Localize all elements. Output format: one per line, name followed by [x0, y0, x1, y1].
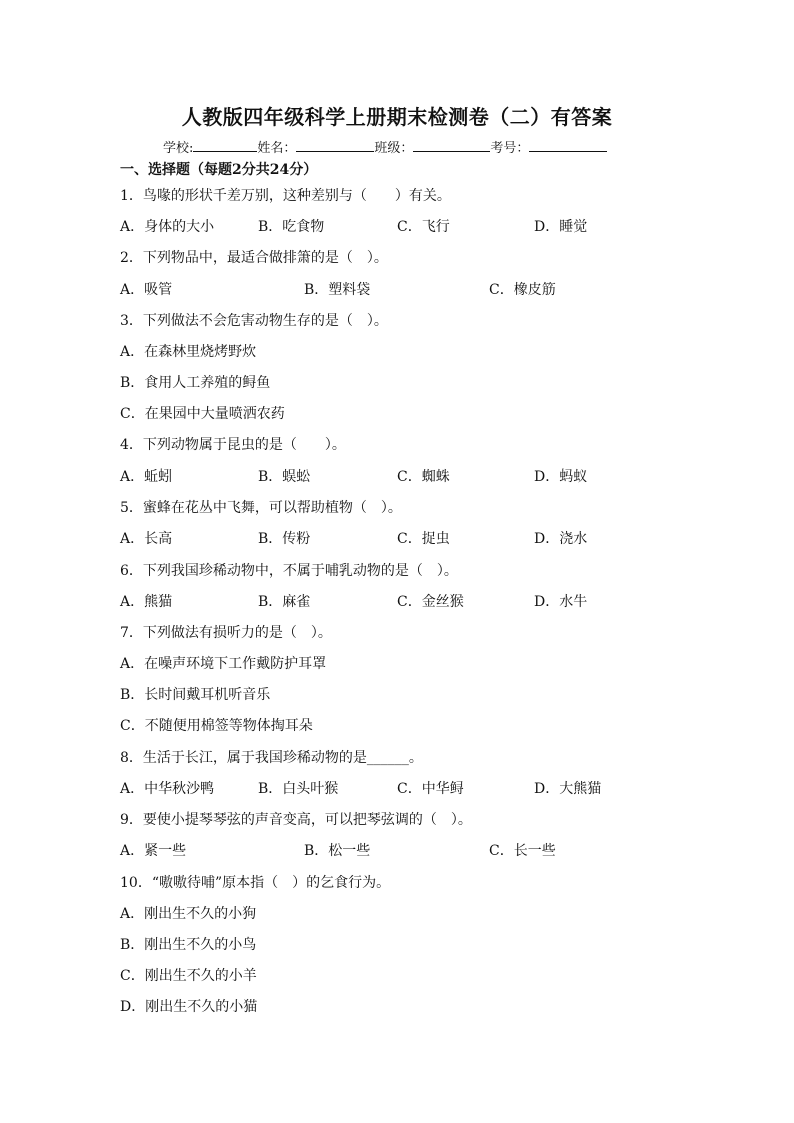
option: C．捉虫 — [397, 531, 450, 547]
class-blank — [413, 138, 490, 152]
option: C．在果园中大量喷洒农药 — [120, 406, 285, 422]
question-text: 10．“嗷嗷待哺”原本指（ ）的乞食行为。 — [120, 875, 391, 891]
option: C．刚出生不久的小羊 — [120, 968, 257, 984]
option: A．身体的大小 — [120, 219, 215, 235]
option: A．在森林里烧烤野炊 — [120, 344, 257, 360]
question-text: 7．下列做法有损听力的是（ ）。 — [120, 625, 332, 641]
exam-no-blank — [529, 138, 607, 152]
option: D．水牛 — [534, 594, 588, 610]
question-text: 5．蜜蜂在花丛中飞舞，可以帮助植物（ ）。 — [120, 500, 402, 516]
option: B．刚出生不久的小鸟 — [120, 937, 257, 953]
option: A．吸管 — [120, 282, 173, 298]
name-label: 姓名： — [257, 141, 297, 156]
exam-no-label: 考号： — [490, 141, 530, 156]
name-blank — [296, 138, 374, 152]
option: C．长一些 — [489, 843, 556, 859]
option: B．食用人工养殖的鲟鱼 — [120, 375, 271, 391]
option: B．松一些 — [304, 843, 371, 859]
option: A．长高 — [120, 531, 173, 547]
option: C．不随便用棉签等物体掏耳朵 — [120, 718, 313, 734]
option: B．吃食物 — [258, 219, 325, 235]
question-text: 1．鸟喙的形状千差万别，这种差别与（ ）有关。 — [120, 188, 451, 204]
page-title: 人教版四年级科学上册期末检测卷（二）有答案 — [181, 105, 613, 129]
option: A．刚出生不久的小狗 — [120, 906, 257, 922]
option: D．大熊猫 — [534, 781, 602, 797]
question-text: 3．下列做法不会危害动物生存的是（ ）。 — [120, 313, 388, 329]
student-info-line — [163, 138, 607, 158]
option: A．蚯蚓 — [120, 469, 173, 485]
class-label: 班级： — [374, 141, 414, 156]
option: D．睡觉 — [534, 219, 588, 235]
option: B．长时间戴耳机听音乐 — [120, 687, 271, 703]
question-text: 6．下列我国珍稀动物中，不属于哺乳动物的是（ ）。 — [120, 563, 458, 579]
option: A．中华秋沙鸭 — [120, 781, 215, 797]
option: D．刚出生不久的小猫 — [120, 999, 258, 1015]
option: B．蜈蚣 — [258, 469, 311, 485]
option: D．蚂蚁 — [534, 469, 588, 485]
option: D．浇水 — [534, 531, 588, 547]
question-text: 9．要使小提琴琴弦的声音变高，可以把琴弦调的（ ）。 — [120, 812, 472, 828]
option: A．在噪声环境下工作戴防护耳罩 — [120, 656, 327, 672]
question-text: 4．下列动物属于昆虫的是（ ）。 — [120, 437, 346, 453]
section-heading: 一、选择题（每题2分共24分） — [120, 162, 318, 178]
option: B．白头叶猴 — [258, 781, 339, 797]
question-text: 2．下列物品中，最适合做排箫的是（ ）。 — [120, 250, 388, 266]
option: A．紧一些 — [120, 843, 187, 859]
school-label: 学校: — [163, 141, 194, 156]
option: B．传粉 — [258, 531, 311, 547]
option: B．麻雀 — [258, 594, 311, 610]
option: C．中华鲟 — [397, 781, 464, 797]
option: C．飞行 — [397, 219, 450, 235]
option: A．熊猫 — [120, 594, 173, 610]
question-text: 8．生活于长江，属于我国珍稀动物的是______。 — [120, 750, 423, 766]
option: B．塑料袋 — [304, 282, 371, 298]
school-blank — [193, 138, 257, 152]
option: C．橡皮筋 — [489, 282, 556, 298]
option: C．金丝猴 — [397, 594, 464, 610]
option: C．蜘蛛 — [397, 469, 450, 485]
